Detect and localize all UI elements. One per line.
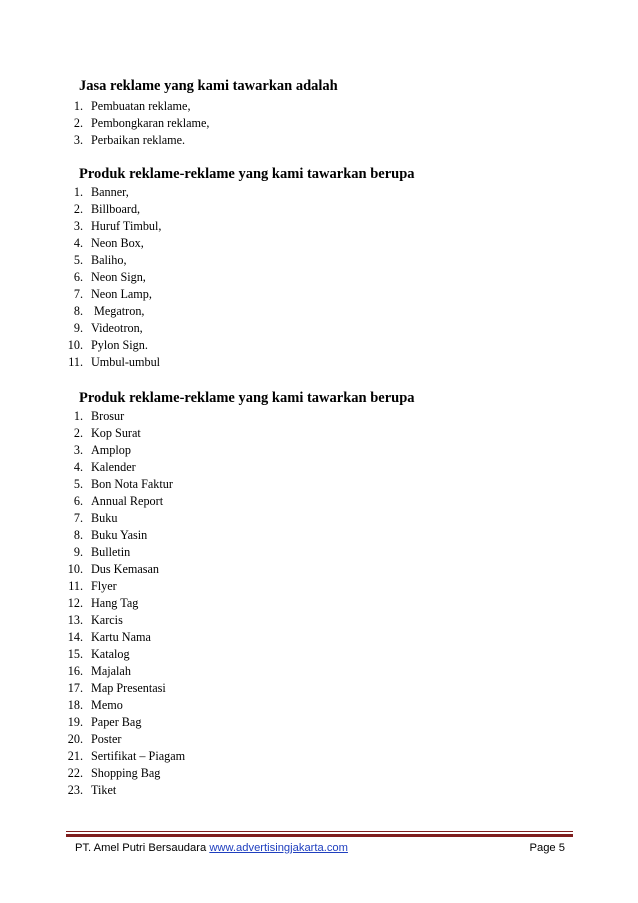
item-number: 1.	[73, 409, 83, 423]
item-text: Banner,	[91, 185, 129, 199]
item-number: 10.	[67, 338, 83, 352]
item-number: 11.	[68, 355, 83, 369]
item-text: Katalog	[91, 647, 130, 661]
item-text: Pembongkaran reklame,	[91, 116, 210, 130]
item-text: Brosur	[91, 409, 125, 423]
item-text: Megatron,	[91, 304, 145, 318]
item-text: Huruf Timbul,	[91, 219, 162, 233]
item-number: 16.	[67, 664, 83, 678]
item-number: 20.	[67, 732, 83, 746]
item-number: 9.	[73, 321, 83, 335]
item-text: Neon Sign,	[91, 270, 146, 284]
item-text: Buku	[91, 511, 118, 525]
section-heading-produk-reklame: Produk reklame-reklame yang kami tawarkan berupa	[79, 166, 415, 182]
item-number: 9.	[73, 545, 83, 559]
item-number: 10.	[67, 562, 83, 576]
section-heading-jasa: Jasa reklame yang kami tawarkan adalah	[79, 78, 338, 94]
item-number: 11.	[68, 579, 83, 593]
item-text: Shopping Bag	[91, 766, 161, 780]
item-number: 5.	[73, 477, 83, 491]
item-text: Umbul-umbul	[91, 355, 161, 369]
item-text: Videotron,	[91, 321, 143, 335]
item-text: Annual Report	[91, 494, 164, 508]
footer-rule-thick	[66, 834, 573, 837]
item-text: Amplop	[91, 443, 131, 457]
item-text: Paper Bag	[91, 715, 142, 729]
item-number: 4.	[73, 460, 83, 474]
item-number: 14.	[67, 630, 83, 644]
item-text: Kop Surat	[91, 426, 141, 440]
item-number: 21.	[67, 749, 83, 763]
item-number: 18.	[67, 698, 83, 712]
item-text: Kartu Nama	[91, 630, 151, 644]
page-footer	[75, 840, 565, 856]
footer-page-number: Page 5	[529, 842, 565, 854]
item-text: Map Presentasi	[91, 681, 166, 695]
item-text: Bon Nota Faktur	[91, 477, 173, 491]
item-text: Bulletin	[91, 545, 131, 559]
item-number: 8.	[73, 304, 83, 318]
item-text: Pembuatan reklame,	[91, 99, 191, 113]
item-number: 8.	[73, 528, 83, 542]
section-heading-produk-cetak: Produk reklame-reklame yang kami tawarkan berupa	[79, 390, 415, 406]
item-number: 7.	[73, 287, 83, 301]
footer-rule-thin	[66, 831, 573, 832]
item-number: 2.	[73, 116, 83, 130]
item-number: 1.	[73, 185, 83, 199]
item-text: Karcis	[91, 613, 123, 627]
item-text: Neon Box,	[91, 236, 144, 250]
item-text: Sertifikat – Piagam	[91, 749, 186, 763]
item-number: 3.	[73, 219, 83, 233]
item-number: 4.	[73, 236, 83, 250]
item-number: 1.	[73, 99, 83, 113]
item-number: 13.	[67, 613, 83, 627]
item-number: 5.	[73, 253, 83, 267]
footer-website-link[interactable]: www.advertisingjakarta.com	[209, 842, 348, 854]
item-text: Poster	[91, 732, 122, 746]
item-number: 2.	[73, 202, 83, 216]
item-text: Pylon Sign.	[91, 338, 148, 352]
item-number: 23.	[67, 783, 83, 797]
item-number: 19.	[67, 715, 83, 729]
item-text: Kalender	[91, 460, 136, 474]
item-number: 12.	[67, 596, 83, 610]
item-text: Memo	[91, 698, 123, 712]
item-number: 3.	[73, 443, 83, 457]
item-number: 2.	[73, 426, 83, 440]
item-number: 22.	[67, 766, 83, 780]
item-number: 17.	[67, 681, 83, 695]
item-number: 3.	[73, 133, 83, 147]
item-text: Dus Kemasan	[91, 562, 160, 576]
item-text: Hang Tag	[91, 596, 139, 610]
item-text: Flyer	[91, 579, 117, 593]
item-text: Majalah	[91, 664, 131, 678]
item-text: Neon Lamp,	[91, 287, 152, 301]
item-text: Billboard,	[91, 202, 141, 216]
item-number: 15.	[67, 647, 83, 661]
item-number: 7.	[73, 511, 83, 525]
item-number: 6.	[73, 270, 83, 284]
footer-company: PT. Amel Putri Bersaudara	[75, 842, 207, 854]
item-number: 6.	[73, 494, 83, 508]
item-text: Buku Yasin	[91, 528, 148, 542]
item-text: Perbaikan reklame.	[91, 133, 186, 147]
item-text: Tiket	[91, 783, 117, 797]
item-text: Baliho,	[91, 253, 127, 267]
